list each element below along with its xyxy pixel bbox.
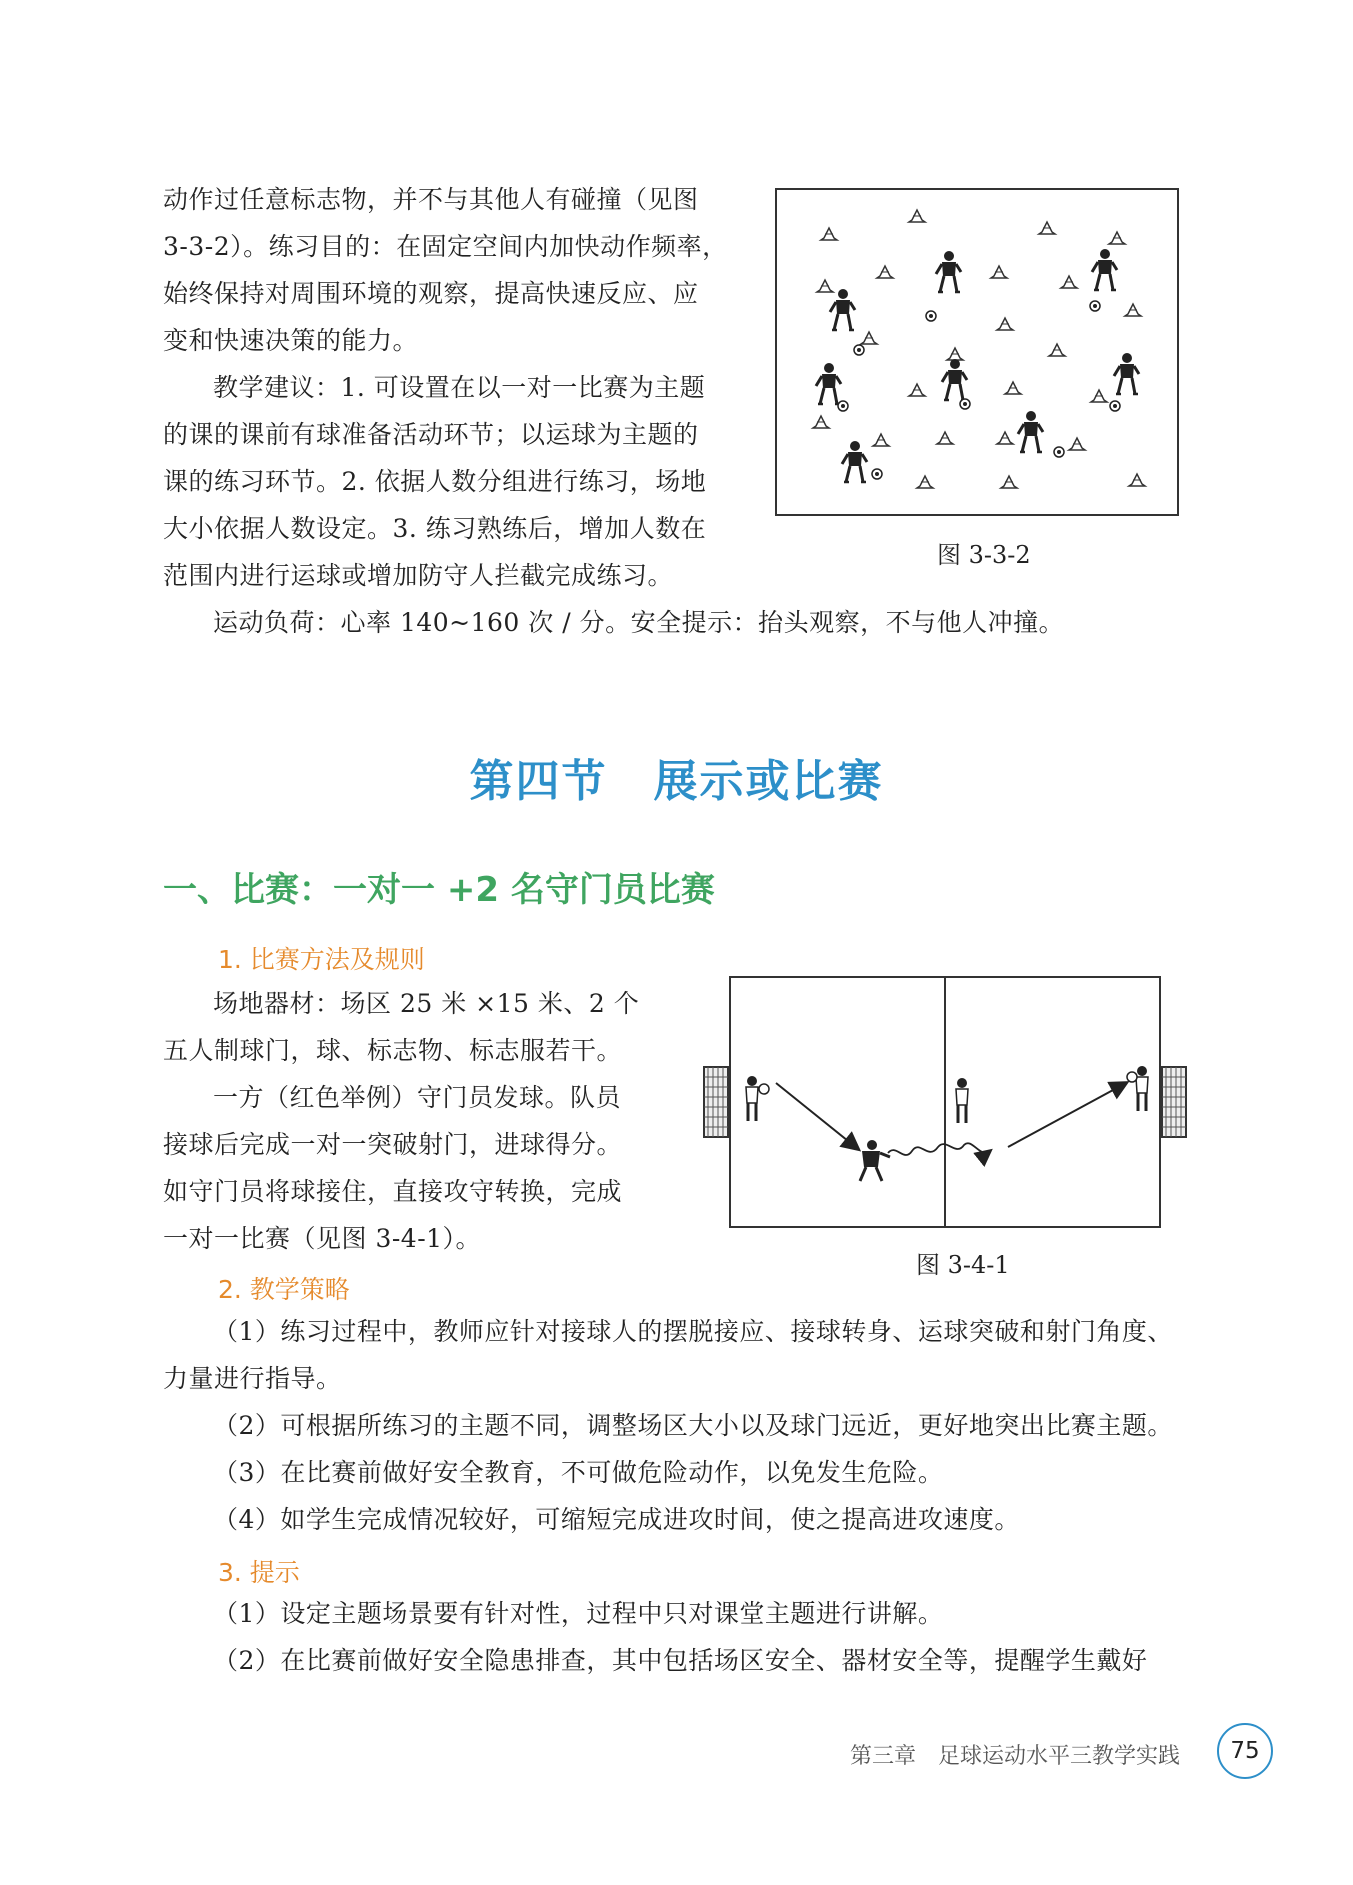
right-goal-icon	[1162, 1067, 1186, 1137]
text-line: 动作过任意标志物，并不与其他人有碰撞（见图	[163, 185, 699, 214]
figure-3-3-2	[775, 188, 1179, 516]
text-line: 一对一比赛（见图 3-4-1）。	[163, 1224, 482, 1253]
dribbling-drill-illustration	[777, 190, 1177, 514]
figure-3-3-2-caption: 图 3-3-2	[937, 541, 1031, 569]
section-title: 第四节 展示或比赛	[469, 756, 884, 807]
text-line: （3）在比赛前做好安全教育，不可做危险动作，以免发生危险。	[213, 1458, 944, 1487]
strategy-paragraph	[163, 1308, 1193, 1543]
text-line: 力量进行指导。	[163, 1364, 342, 1393]
text-line: 的课的课前有球准备活动环节；以运球为主题的	[163, 420, 699, 449]
text-line: （4）如学生完成情况较好，可缩短完成进攻时间，使之提高进攻速度。	[213, 1505, 1020, 1534]
page-number: 75	[1217, 1723, 1273, 1779]
text-line: 场地器材：场区 25 米 ×15 米、2 个	[213, 989, 640, 1018]
text-line: （2）在比赛前做好安全隐患排查，其中包括场区安全、器材安全等，提醒学生戴好	[213, 1646, 1148, 1675]
balls	[838, 301, 1120, 479]
text-line: 范围内进行运球或增加防守人拦截完成练习。	[163, 561, 674, 590]
tips-paragraph	[163, 1590, 1193, 1684]
intro-paragraph	[163, 176, 733, 599]
text-line: 始终保持对周围环境的观察，提高快速反应、应	[163, 279, 699, 308]
load-line: 运动负荷：心率 140~160 次 / 分。安全提示：抬头观察，不与他人冲撞。	[213, 608, 1065, 637]
heading-tips: 3. 提示	[218, 1558, 300, 1587]
chapter-footer: 第三章 足球运动水平三教学实践	[849, 1744, 1180, 1769]
players	[816, 249, 1139, 482]
text-line: 五人制球门，球、标志物、标志服若干。	[163, 1036, 623, 1065]
text-line: （1）练习过程中，教师应针对接球人的摆脱接应、接球转身、运球突破和射门角度、	[213, 1317, 1173, 1346]
text-line: 变和快速决策的能力。	[163, 326, 419, 355]
figure-3-4-1	[700, 975, 1190, 1235]
figure-3-4-1-caption: 图 3-4-1	[916, 1251, 1010, 1279]
text-line: 接球后完成一对一突破射门，进球得分。	[163, 1130, 623, 1159]
text-line: 3-3-2）。练习目的：在固定空间内加快动作频率，	[163, 232, 728, 261]
rules-paragraph	[163, 980, 683, 1262]
text-line: （1）设定主题场景要有针对性，过程中只对课堂主题进行讲解。	[213, 1599, 944, 1628]
text-line: 大小依据人数设定。3. 练习熟练后，增加人数在	[163, 514, 707, 543]
left-goal-icon	[704, 1067, 728, 1137]
subsection-title: 一、比赛：一对一 +2 名守门员比赛	[163, 870, 715, 910]
heading-rules: 1. 比赛方法及规则	[218, 945, 425, 974]
text-line: 一方（红色举例）守门员发球。队员	[213, 1083, 622, 1112]
text-line: （2）可根据所练习的主题不同，调整场区大小以及球门远近，更好地突出比赛主题。	[213, 1411, 1173, 1440]
text-line: 教学建议：1. 可设置在以一对一比赛为主题	[213, 373, 706, 402]
heading-strategy: 2. 教学策略	[218, 1275, 350, 1304]
text-line: 课的练习环节。2. 依据人数分组进行练习，场地	[163, 467, 707, 496]
text-line: 如守门员将球接住，直接攻守转换，完成	[163, 1177, 623, 1206]
